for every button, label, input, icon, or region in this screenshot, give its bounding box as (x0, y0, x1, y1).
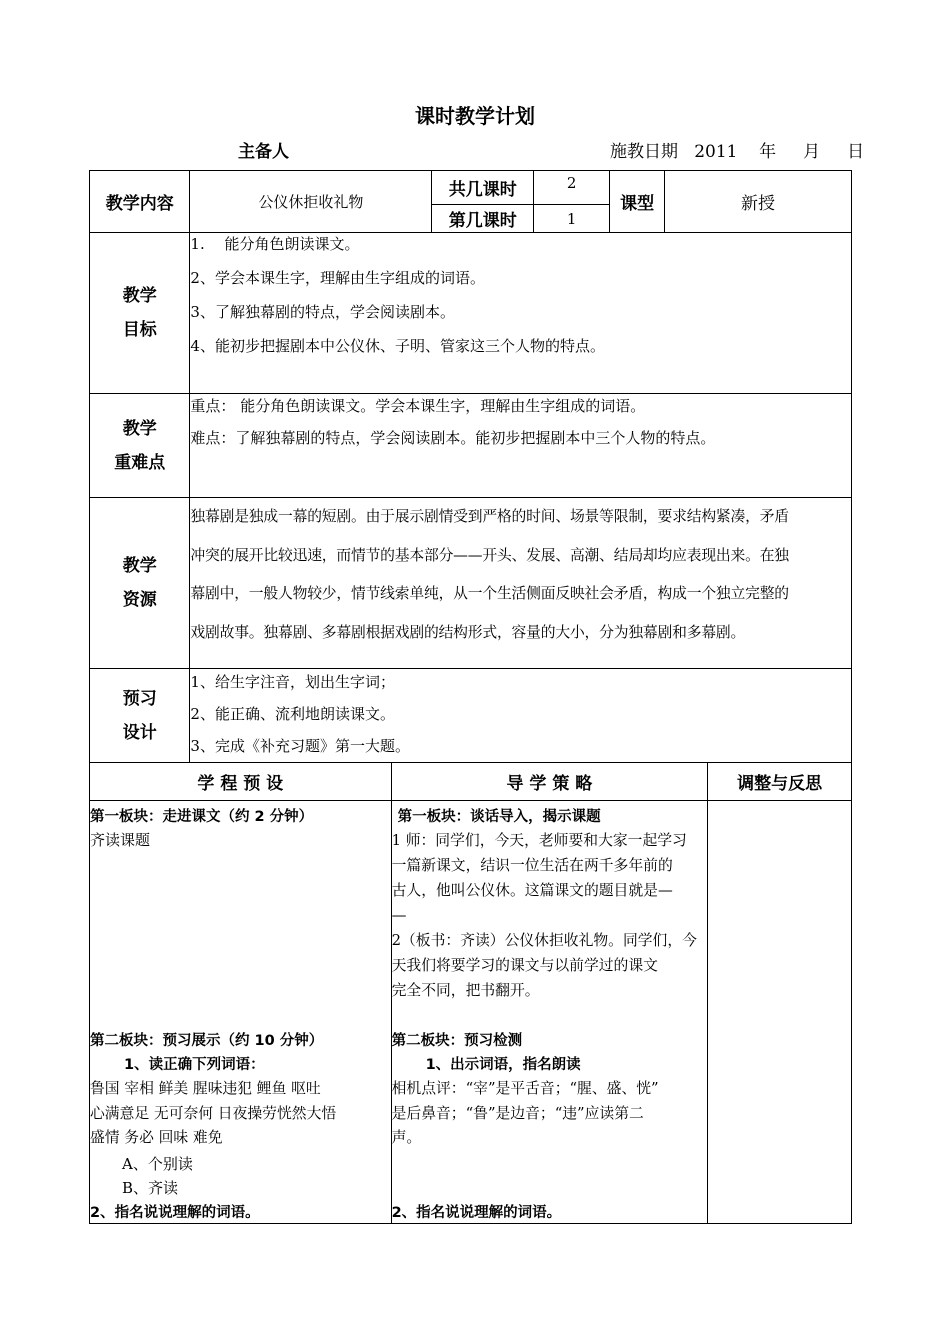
lesson-info-table (89, 170, 852, 763)
total-hours-value: 2 (534, 171, 610, 205)
col-header-mid: 导 学 策 略 (391, 763, 708, 801)
preview-item: 2、能正确、流利地朗读课文。 (190, 705, 395, 723)
keypoint-item: 重点： 能分角色朗读课文。学会本课生字，理解由生字组成的词语。 (190, 397, 646, 415)
resources-line: 幕剧中，一般人物较少，情节线索单纯，从一个生活侧面反映社会矛盾，构成一个独立完整的 (190, 585, 789, 602)
mid-line: 天我们将要学习的课文与以前学过的课文 (391, 957, 658, 974)
mid-line: 一篇新课文，结识一位生活在两千多年前的 (391, 857, 673, 874)
date-line (610, 137, 864, 162)
resources-label-1: 教学 (122, 556, 157, 576)
mid-column (391, 801, 708, 1224)
goals-content (190, 233, 852, 394)
date-year-unit: 年 (759, 142, 777, 162)
mid-line: 1 师：同学们，今天，老师要和大家一起学习 (391, 832, 687, 849)
word-line: 盛情 务必 回味 难免 (90, 1129, 223, 1146)
mid-line: 相机点评：“宰”是平舌音；“腥、盛、恍” (391, 1080, 659, 1097)
content-value: 公仪休拒收礼物 (190, 171, 432, 233)
col-header-right: 调整与反思 (708, 763, 852, 801)
keypoint-item: 难点：了解独幕剧的特点，学会阅读剧本。能初步把握剧本中三个人物的特点。 (190, 429, 716, 447)
left-block2-item2: 2、指名说说理解的词语。 (90, 1205, 260, 1221)
mid-block2-text (392, 1077, 659, 1151)
goals-label (90, 233, 190, 394)
type-value: 新授 (665, 171, 852, 233)
mid-block2-item2: 2、指名说说理解的词语。 (391, 1205, 562, 1221)
preview-label (90, 669, 190, 763)
keypoints-label-2: 重难点 (114, 452, 166, 473)
mid-line: 2（板书：齐读）公仪休拒收礼物。同学们，今 (391, 932, 697, 949)
mid-line: 古人，他叫公仪休。这篇课文的题目就是— (391, 882, 673, 899)
mid-line: — (391, 907, 407, 924)
reflection-column (708, 801, 852, 1224)
word-list (90, 1077, 336, 1151)
keypoints-label-1: 教学 (122, 418, 157, 439)
mid-line: 完全不同，把书翻开。 (391, 982, 540, 999)
goal-item: 1. 能分角色朗读课文。 (190, 235, 360, 253)
date-year: 2011 (694, 142, 738, 162)
total-hours-label: 共几课时 (432, 171, 534, 205)
mid-block1-text (392, 828, 697, 1003)
preview-content (190, 669, 852, 763)
mid-line: 声。 (391, 1129, 422, 1146)
goal-item: 4、能初步把握剧本中公仪休、子明、管家这三个人物的特点。 (190, 337, 605, 355)
date-month-unit: 月 (803, 142, 821, 162)
resources-line: 冲突的展开比较迅速，而情节的基本部分——开头、发展、高潮、结局却均应表现出来。在独 (190, 546, 789, 564)
word-line: 鲁国 宰相 鲜美 腥味违犯 鲤鱼 呕吐 (90, 1080, 321, 1097)
resources-line: 戏剧故事。独幕剧、多幕剧根据戏剧的结构形式，容量的大小，分为独幕剧和多幕剧。 (190, 623, 746, 641)
resources-label (90, 498, 190, 669)
word-line: 心满意足 无可奈何 日夜操劳恍然大悟 (90, 1104, 337, 1122)
preview-item: 1、给生字注音，划出生字词； (190, 673, 395, 691)
left-block2-sub: 1、读正确下列词语： (124, 1057, 265, 1073)
content-label: 教学内容 (90, 171, 190, 233)
keypoints-content (190, 394, 852, 498)
preparer-label: 主备人 (238, 142, 289, 162)
process-table (89, 762, 852, 1224)
left-block2-title: 第二板块：预习展示（约 10 分钟） (90, 1033, 324, 1049)
page-title: 课时教学计划 (415, 104, 535, 128)
mid-block2-sub: 1、出示词语，指名朗读 (425, 1057, 581, 1073)
goal-item: 2、学会本课生字，理解由生字组成的词语。 (190, 269, 485, 287)
col-header-left: 学 程 预 设 (90, 763, 392, 801)
preview-item: 3、完成《补充习题》第一大题。 (190, 737, 410, 755)
keypoints-label (90, 394, 190, 498)
type-label: 课型 (610, 171, 665, 233)
left-block1-title: 第一板块：走进课文（约 2 分钟） (90, 809, 314, 825)
resources-label-2: 资源 (122, 590, 157, 610)
which-hour-label: 第几课时 (432, 205, 534, 233)
left-column (90, 801, 392, 1224)
resources-content (190, 498, 852, 669)
goal-item: 3、了解独幕剧的特点，学会阅读剧本。 (190, 303, 455, 321)
mid-block2-title: 第二板块：预习检测 (391, 1033, 523, 1049)
date-day-unit: 日 (847, 142, 865, 162)
goals-label-2: 目标 (122, 320, 157, 340)
mid-line: 是后鼻音；“鲁”是边音；“违”应读第二 (391, 1104, 644, 1122)
mid-block1-title: 第一板块：谈话导入，揭示课题 (397, 809, 601, 825)
which-hour-value: 1 (534, 205, 610, 233)
read-option-a: A、个别读 (122, 1155, 193, 1173)
read-option-b: B、齐读 (122, 1179, 179, 1197)
preview-label-2: 设计 (122, 722, 157, 743)
preview-label-1: 预习 (122, 688, 157, 709)
resources-line: 独幕剧是独成一幕的短剧。由于展示剧情受到严格的时间、场景等限制，要求结构紧凑，矛盾 (190, 508, 789, 525)
goals-label-1: 教学 (122, 286, 157, 306)
date-label: 施教日期 (610, 142, 678, 162)
left-block1-text: 齐读课题 (90, 831, 151, 849)
